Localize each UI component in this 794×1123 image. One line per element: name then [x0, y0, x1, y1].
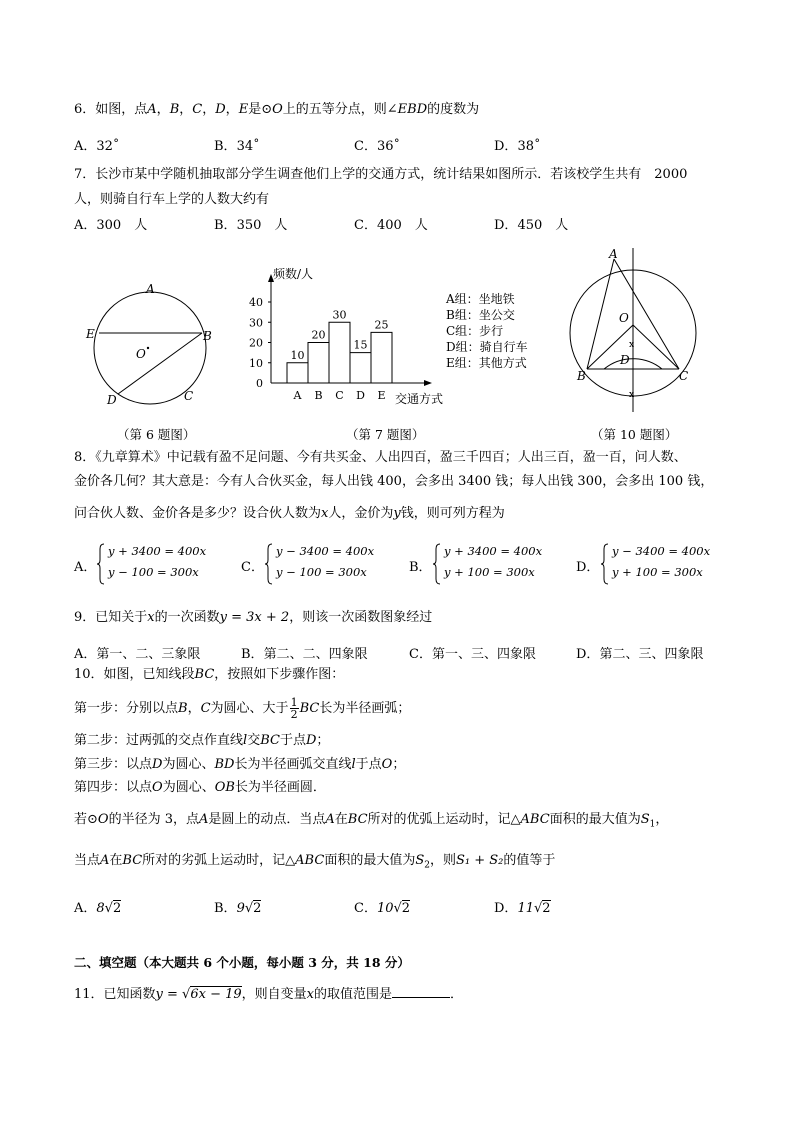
fig6-label-o: O — [136, 347, 146, 361]
q7-option-b: B．350 人 — [214, 218, 288, 233]
x-category-label: B — [314, 389, 323, 402]
q8-line3: 问合伙人数、金价各是多少？设合伙人数为x人，金价为y钱，则可列方程为 — [74, 506, 505, 521]
q6-option-a: A．32˚ — [74, 139, 120, 154]
q10-step2: 第二步：过两弧的交点作直线l交BC于点D； — [74, 733, 330, 748]
legend-item-d: D组：骑自行车 — [446, 340, 528, 354]
bar-d — [350, 353, 371, 383]
fig6-caption: （第 6 题图） — [117, 427, 196, 442]
y-tick-label: 30 — [249, 316, 263, 330]
q8-option-c-label: C． — [241, 560, 264, 575]
bar-c — [329, 322, 350, 383]
fig6-center-dot — [147, 347, 149, 349]
q8-option-b-label: B． — [409, 560, 432, 575]
y-tick-label: 0 — [256, 377, 263, 390]
q8-option-b-system: y + 3400 = 400x y + 100 = 300x — [444, 544, 543, 579]
q10-option-c: C．10√2 — [354, 901, 411, 916]
bar-value-label: 15 — [353, 338, 368, 352]
fig6-diagram — [80, 278, 220, 413]
fig10-label-o: O — [619, 311, 629, 325]
q6-option-c: C．36˚ — [354, 139, 400, 154]
q10-step3: 第三步：以点D为圆心、BD长为半径画弧交直线l于点O； — [74, 757, 406, 772]
fig6-chord-bd — [118, 333, 202, 394]
bar-value-label: 20 — [311, 328, 326, 342]
bar-value-label: 10 — [290, 348, 305, 362]
q10-option-d: D．11√2 — [494, 901, 551, 916]
fig10-segment-oc — [633, 325, 679, 369]
q7-line2: 人，则骑自行车上学的人数大约有 — [74, 192, 270, 207]
y-tick-label: 10 — [249, 356, 263, 370]
q8-option-b-brace — [432, 543, 442, 585]
q9-option-a: A．第一、二、三象限 — [74, 647, 201, 662]
x-category-label: A — [293, 389, 302, 402]
fig6-label-a: A — [146, 282, 155, 296]
q6-option-d: D．38˚ — [494, 139, 541, 154]
chart-x-label: 交通方式 — [395, 392, 444, 406]
q7-line1: 7．长沙市某中学随机抽取部分学生调查他们上学的交通方式，统计结果如图所示．若该校学生共有 2000 — [74, 167, 688, 182]
fig6-label-b: B — [203, 329, 212, 343]
q10-step4: 第四步：以点O为圆心、OB长为半径画圆． — [74, 780, 326, 795]
q8-option-a-label: A． — [74, 560, 97, 575]
q9-option-c: C．第一、三、四象限 — [409, 647, 536, 662]
fig10-mark-upper: x — [629, 340, 635, 350]
fig6-label-e: E — [86, 327, 95, 341]
q8-option-a-brace — [96, 543, 106, 585]
bar-b — [308, 343, 329, 384]
fig10-mark-lower: x — [629, 390, 635, 400]
legend-item-e: E组：其他方式 — [446, 356, 527, 370]
q10-step1: 第一步：分别以点B，C为圆心、大于 $\frac{1}{2}$ BC长为半径画弧； — [74, 696, 411, 721]
fig7-bar-chart — [245, 256, 450, 408]
fig7-legend — [446, 291, 528, 371]
bar-value-label: 25 — [374, 318, 389, 332]
q6-option-b: B．34˚ — [214, 139, 260, 154]
bar-e — [371, 332, 392, 383]
q10-option-b: B．9√2 — [214, 901, 262, 916]
q8-option-d-brace — [600, 543, 610, 585]
fig6-label-c: C — [184, 389, 194, 403]
fig10-caption: （第 10 题图） — [591, 427, 678, 442]
chart-y-label: 频数/人 — [273, 267, 314, 281]
q7-option-c: C．400 人 — [354, 218, 428, 233]
fraction-one-half: $\frac{1}{2}$ — [290, 696, 298, 721]
fig10-segment-ab — [587, 259, 614, 369]
bar-value-label: 30 — [332, 308, 347, 322]
fig10-diagram — [560, 242, 710, 414]
fig10-label-b: B — [577, 369, 586, 383]
y-tick-label: 40 — [249, 296, 263, 309]
q8-line1: 8．《九章算术》中记载有盈不足问题、今有共买金、人出四百，盈三千四百；人出三百，盈一百，问人数、 — [74, 450, 687, 465]
fig6-label-d: D — [107, 393, 117, 407]
q7-option-d: D．450 人 — [494, 218, 569, 233]
q8-line2: 金价各几何？其大意是：今有人合伙买金，每人出钱 400，会多出 3400 钱；每人出钱 300，会多出 100 钱， — [74, 474, 714, 489]
legend-item-a: A组：坐地铁 — [446, 292, 515, 306]
q10-option-a: A．8√2 — [74, 901, 122, 916]
q11-stem: 11．已知函数y = √6x − 19，则自变量x的取值范围是 ． — [74, 987, 464, 1002]
x-category-label: C — [335, 389, 344, 402]
q9-option-d: D．第二、三、四象限 — [576, 647, 704, 662]
q8-option-c-brace — [264, 543, 274, 585]
chart-x-arrow — [424, 380, 432, 386]
fig10-label-c: C — [679, 369, 689, 383]
q7-option-a: A．300 人 — [74, 218, 148, 233]
y-tick-label: 20 — [249, 336, 263, 350]
q8-option-d-label: D． — [576, 560, 600, 575]
q10-stem: 10．如图，已知线段BC，按照如下步骤作图： — [74, 667, 345, 682]
q8-option-c-system: y − 3400 = 400x y − 100 = 300x — [276, 544, 375, 579]
bar-a — [287, 363, 308, 383]
q9-option-b: B．第二、二、四象限 — [241, 647, 368, 662]
x-category-label: D — [356, 389, 365, 402]
q8-option-d-system: y − 3400 = 400x y + 100 = 300x — [612, 544, 711, 579]
fig10-label-d: D — [620, 353, 630, 367]
q10-condition-line2: 当点A在BC所对的劣弧上运动时，记△ABC面积的最大值为$S_2$，则S₁ + S₂的值等于 — [74, 853, 556, 871]
fig10-label-a: A — [609, 247, 618, 261]
q10-condition-line1: 若⊙O的半径为 3，点A是圆上的动点．当点A在BC所对的优弧上运动时，记△ABC面积的最大值为$S_1$， — [74, 812, 669, 830]
fig7-caption: （第 7 题图） — [346, 427, 425, 442]
x-category-label: E — [377, 389, 386, 402]
q8-option-a-system: y + 3400 = 400x y − 100 = 300x — [108, 544, 207, 579]
legend-item-c: C组：步行 — [446, 324, 504, 338]
q6-stem: 6．如图，点A，B，C，D，E是⊙O上的五等分点，则∠EBD的度数为 — [74, 102, 480, 117]
legend-item-b: B组：坐公交 — [446, 308, 515, 322]
fig6-circle — [94, 292, 206, 404]
q11-answer-blank[interactable] — [392, 985, 450, 998]
q9-stem: 9．已知关于x的一次函数y = 3x + 2，则该一次函数图象经过 — [74, 610, 433, 625]
section-fill-in-heading: 二、填空题（本大题共 6 个小题，每小题 3 分，共 18 分） — [74, 955, 410, 970]
